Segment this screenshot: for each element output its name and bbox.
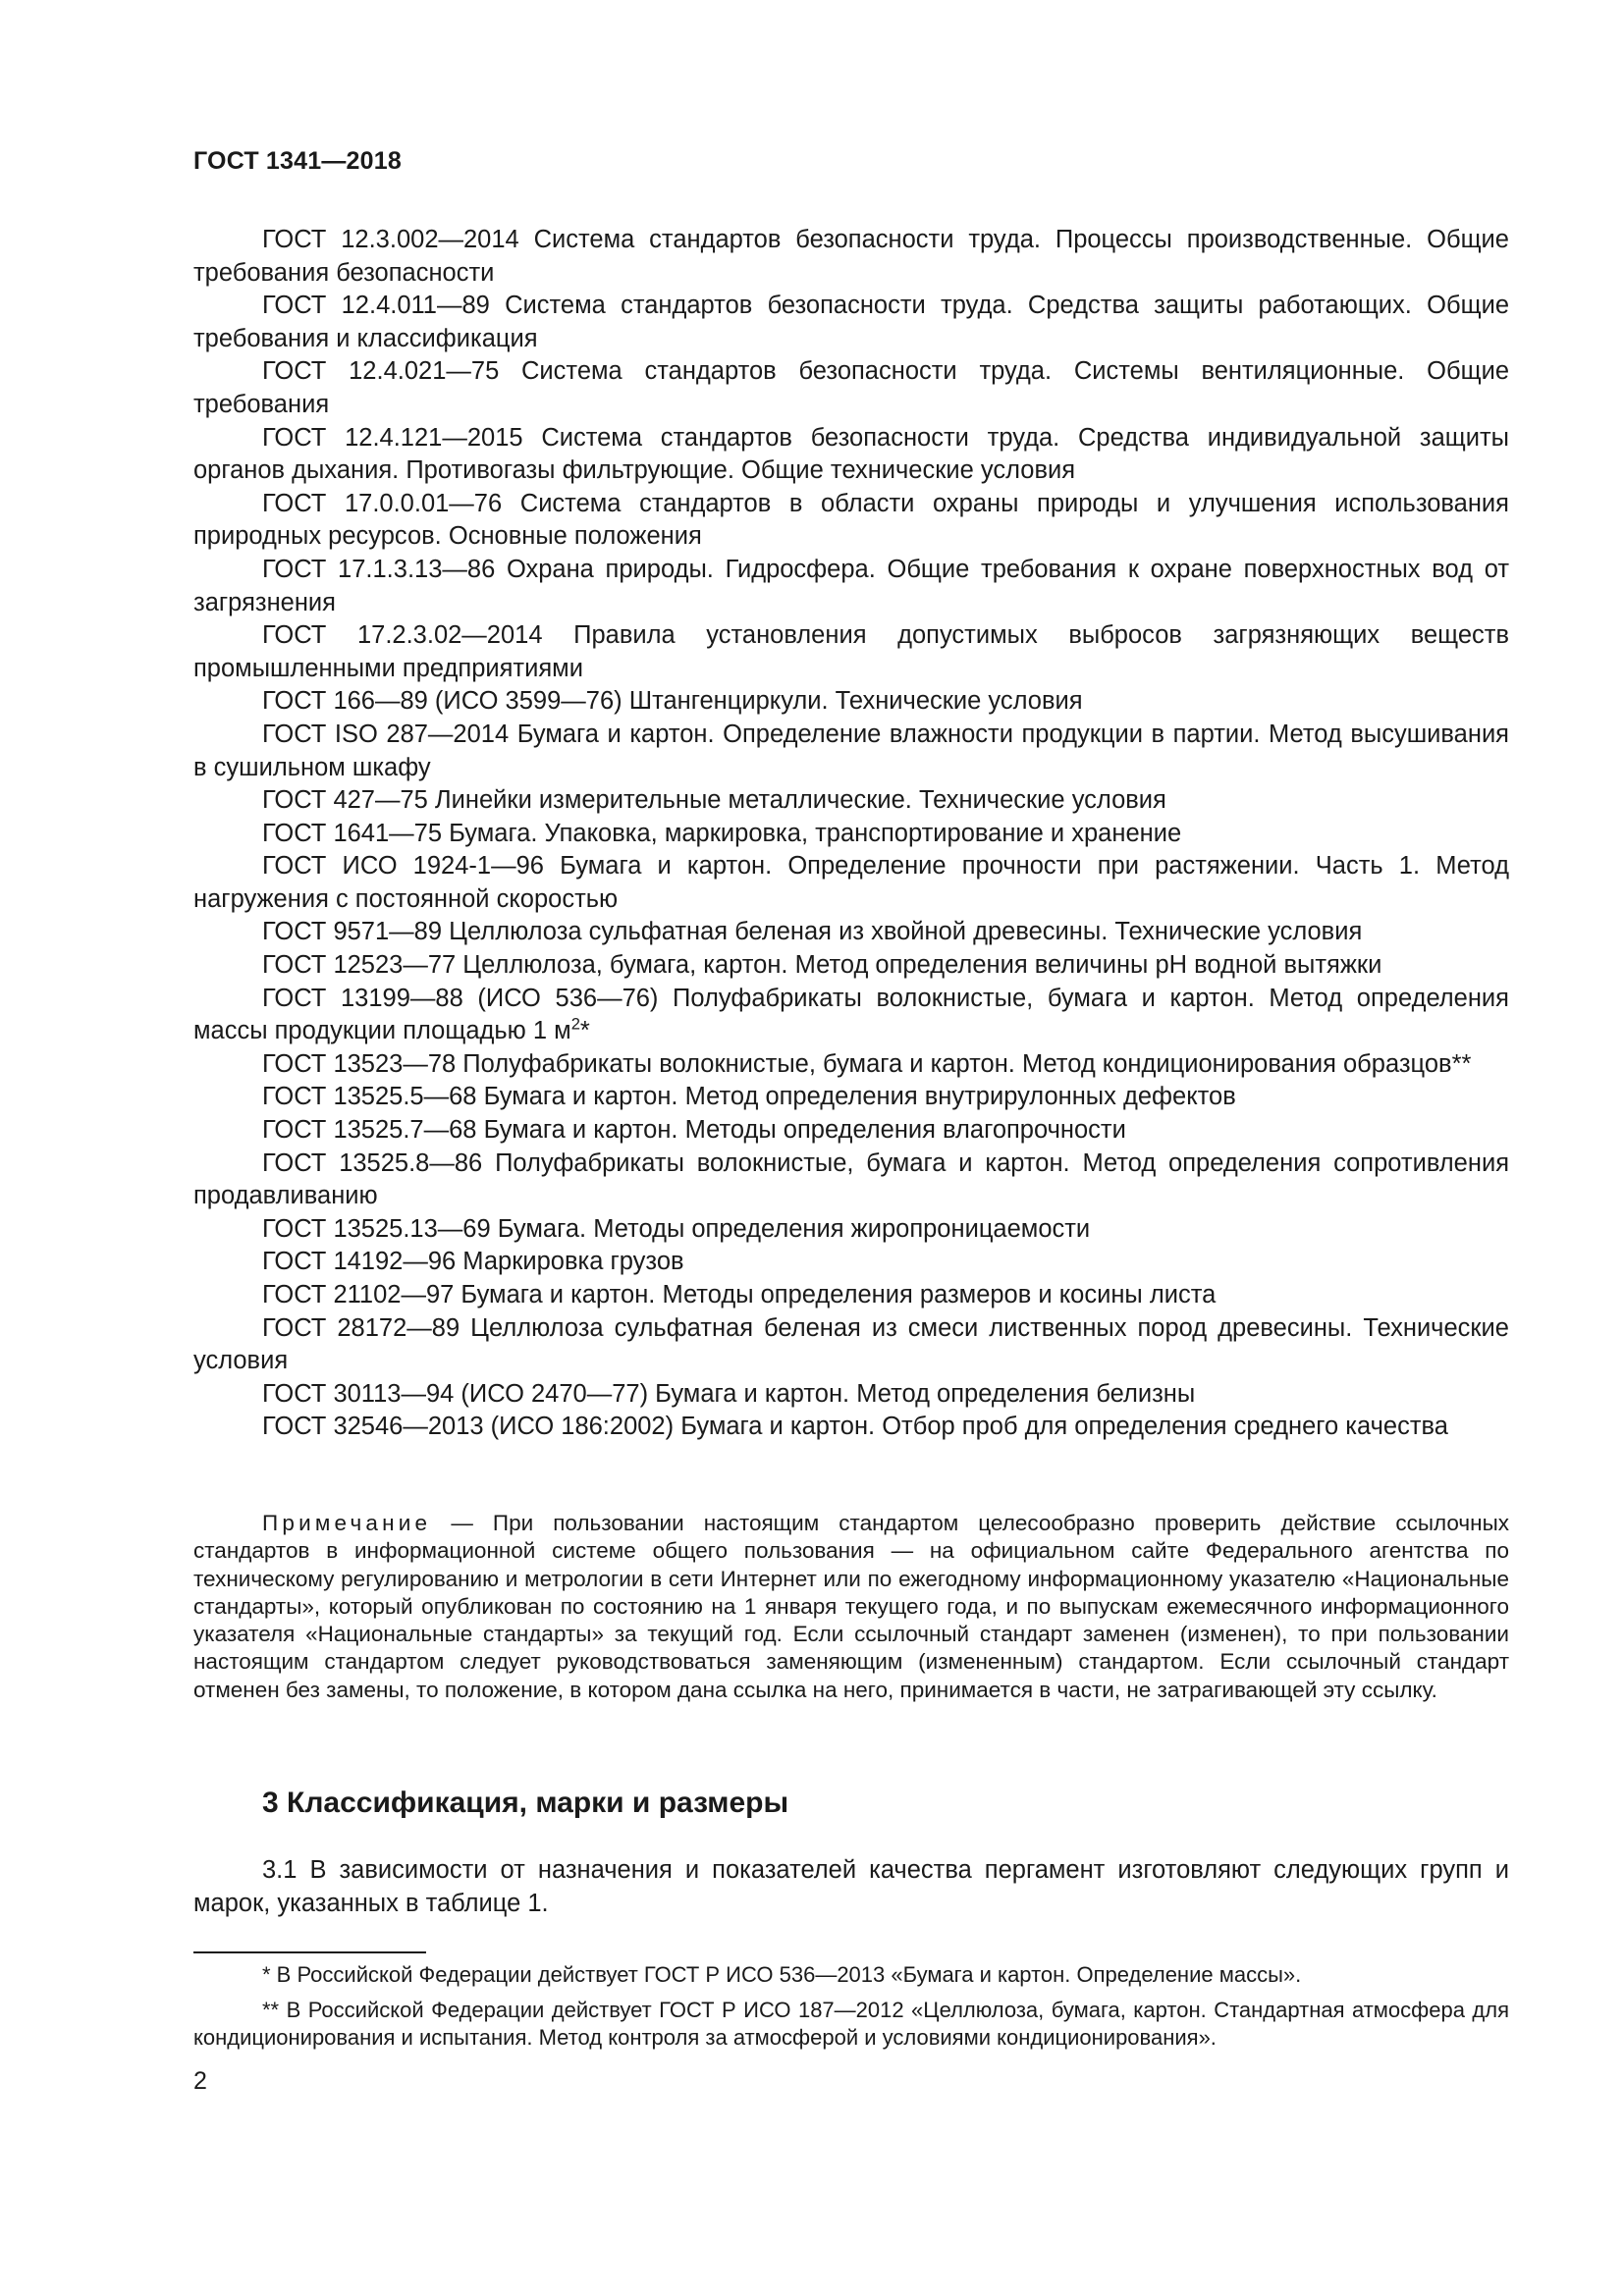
reference-item: ГОСТ 13525.8—86 Полуфабрикаты волокнистые, бумага и картон. Метод определения сопротивления продавливанию [193,1148,1509,1210]
reference-item: ГОСТ 12.4.011—89 Система стандартов безопасности труда. Средства защиты работающих. Общие требования и классификация [193,292,1509,352]
reference-item: ГОСТ 21102—97 Бумага и картон. Методы определения размеров и косины листа [262,1281,1217,1308]
reference-item: ГОСТ 17.1.3.13—86 Охрана природы. Гидросфера. Общие требования к охране поверхностных вод от загрязнения [193,555,1509,616]
reference-item: ГОСТ 13525.7—68 Бумага и картон. Методы определения влагопрочности [262,1116,1126,1145]
footnote-item: * В Российской Федерации действует ГОСТ Р ИСО 536—2013 «Бумага и картон. Определение массы». [262,1962,1302,1987]
reference-item: ГОСТ 13523—78 Полуфабрикаты волокнистые, бумага и картон. Метод кондиционирования образцов** [262,1049,1472,1078]
footnotes [193,1961,1509,2059]
reference-item: ГОСТ 28172—89 Целлюлоза сульфатная беленая из смеси лиственных пород древесины. Технические условия [193,1313,1509,1375]
reference-item: ГОСТ 166—89 (ИСО 3599—76) Штангенциркули. Технические условия [262,687,1083,716]
note-label: Примечание [262,1511,432,1535]
reference-item: ГОСТ 17.0.0.01—76 Система стандартов в области охраны природы и улучшения использования природных ресурсов. Основные положения [193,489,1509,551]
reference-text: ГОСТ 13199—88 (ИСО 536—76) Полуфабрикаты волокнистые, бумага и картон. Метод определения массы продукции площадью 1 м [193,984,1509,1045]
footnote-mark: * [579,1017,590,1045]
superscript-exponent: 2 [570,1014,580,1034]
reference-item: ГОСТ 17.2.3.02—2014 Правила установления допустимых выбросов загрязняющих веществ промышленными предприятиями [193,621,1509,682]
reference-item: ГОСТ ISO 287—2014 Бумага и картон. Определение влажности продукции в партии. Метод высушивания в сушильном шкафу [193,720,1509,781]
reference-item: ГОСТ 12.3.002—2014 Система стандартов безопасности труда. Процессы производственные. Общие требования безопасности [193,226,1509,287]
reference-item: ГОСТ 13525.13—69 Бумага. Методы определения жиропроницаемости [262,1214,1091,1243]
reference-item-with-footnote [193,983,1509,1048]
note-text: — При пользовании настоящим стандартом целесообразно проверить действие ссылочных стандартов в информационной системе общего пользования — на официальном сайте Федерального агентства по техническому регулированию и метрологии в сети Интернет или по ежегодному информационному указателю «Национальные стандарты», который опубликован по состоянию на 1 января текущего года, и по выпускам ежемесячного информационного указателя «Национальные стандарты» за текущий год. Если ссылочный стандарт заменен (изменен), то при пользовании настоящим стандартом следует руководствоваться заменяющим (измененным) стандартом. Если ссылочный стандарт отменен без замены, то положение, в котором дана ссылка на него, принимается в части, не затрагивающей эту ссылку. [193,1511,1509,1702]
footnote-divider [193,1951,426,1953]
normative-references-list [193,224,1509,1444]
reference-item: ГОСТ 32546—2013 (ИСО 186:2002) Бумага и картон. Отбор проб для определения среднего качества [262,1413,1448,1441]
reference-item: ГОСТ 9571—89 Целлюлоза сульфатная беленая из хвойной древесины. Технические условия [262,918,1363,946]
reference-item: ГОСТ ИСО 1924-1—96 Бумага и картон. Определение прочности при растяжении. Часть 1. Метод нагружения с постоянной скоростью [193,852,1509,913]
page-number: 2 [193,2067,207,2095]
section-heading: 3 Классификация, марки и размеры [262,1787,789,1819]
clause-3-1: 3.1 В зависимости от назначения и показателей качества пергамент изготовляют следующих групп и марок, указанных в таблице 1. [193,1856,1509,1917]
note-paragraph [193,1510,1509,1704]
document-header: ГОСТ 1341—2018 [193,147,402,175]
reference-item: ГОСТ 30113—94 (ИСО 2470—77) Бумага и картон. Метод определения белизны [262,1379,1196,1408]
reference-item: ГОСТ 14192—96 Маркировка грузов [262,1248,684,1276]
reference-item: ГОСТ 427—75 Линейки измерительные металлические. Технические условия [262,786,1166,815]
reference-item: ГОСТ 12523—77 Целлюлоза, бумага, картон. Метод определения величины pH водной вытяжки [262,951,1382,980]
reference-item: ГОСТ 1641—75 Бумага. Упаковка, маркировка, транспортирование и хранение [262,819,1182,847]
reference-item: ГОСТ 12.4.021—75 Система стандартов безопасности труда. Системы вентиляционные. Общие требования [193,357,1509,418]
reference-item: ГОСТ 13525.5—68 Бумага и картон. Метод определения внутрирулонных дефектов [262,1083,1236,1111]
reference-item: ГОСТ 12.4.121—2015 Система стандартов безопасности труда. Средства индивидуальной защиты органов дыхания. Противогазы фильтрующие. Общие технические условия [193,423,1509,485]
footnote-item: ** В Российской Федерации действует ГОСТ Р ИСО 187—2012 «Целлюлоза, бумага, картон. Стандартная атмосфера для кондиционирования и испытания. Метод контроля за атмосферой и условиями кондиционирования». [193,1998,1509,2050]
